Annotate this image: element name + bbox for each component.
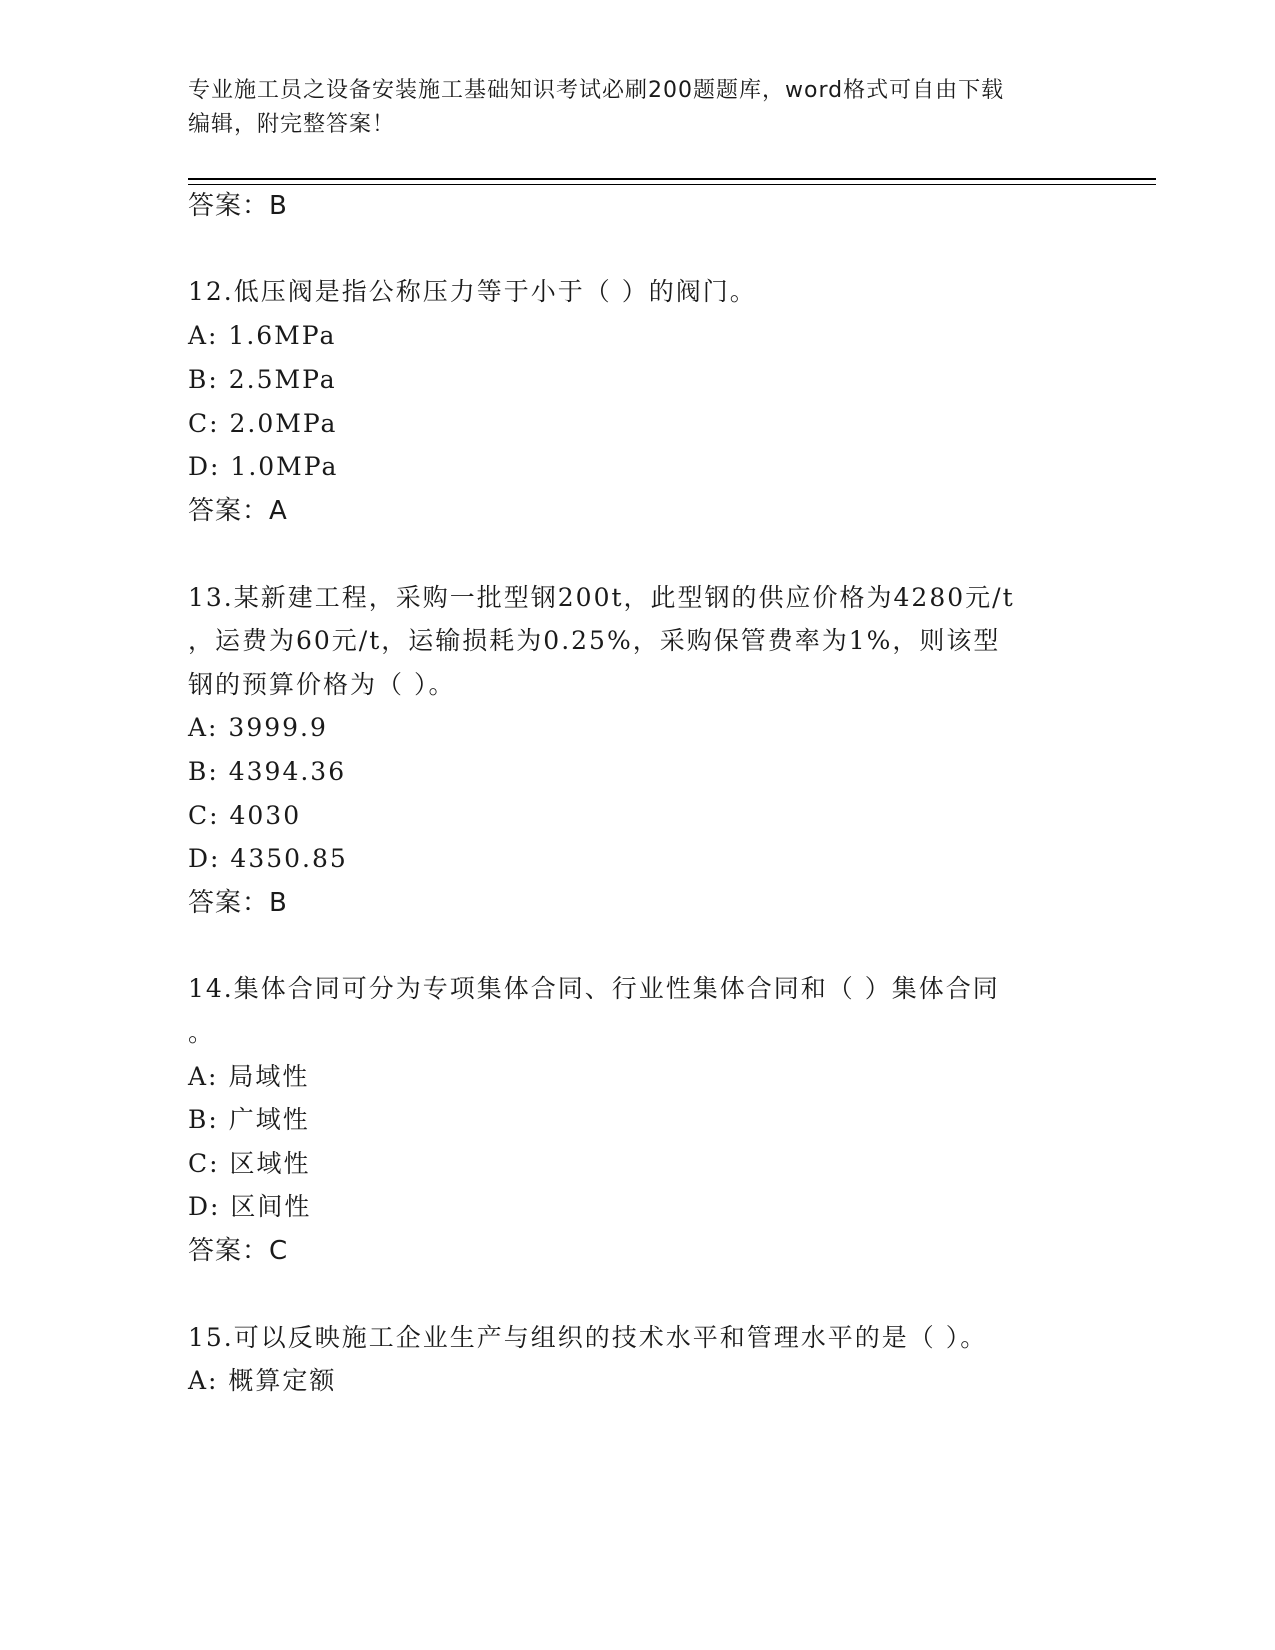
header-line-2: 编辑，附完整答案！: [188, 112, 396, 137]
option-a: A: 局域性: [188, 1062, 310, 1091]
option-c: C: 区域性: [188, 1149, 311, 1178]
question-text: ，运费为60元/t，运输损耗为0.25%，采购保管费率为1%，则该型: [188, 626, 1001, 655]
question-text: 15.可以反映施工企业生产与组织的技术水平和管理水平的是（ ）。: [188, 1323, 988, 1352]
option-a: A: 3999.9: [188, 713, 328, 742]
question-text: 13.某新建工程，采购一批型钢200t，此型钢的供应价格为4280元/t: [188, 583, 1015, 612]
header-rule-thin: [188, 184, 1156, 185]
document-header: [188, 74, 1068, 142]
option-c: C: 4030: [188, 801, 302, 830]
header-rule-thick: [188, 178, 1156, 180]
option-a: A: 1.6MPa: [188, 321, 337, 350]
answer: 答案：C: [188, 1236, 289, 1266]
option-d: D: 1.0MPa: [188, 452, 339, 481]
option-a: A: 概算定额: [188, 1366, 337, 1395]
option-b: B: 4394.36: [188, 757, 347, 786]
option-b: B: 2.5MPa: [188, 365, 337, 394]
answer: 答案：A: [188, 496, 288, 526]
option-c: C: 2.0MPa: [188, 409, 338, 438]
option-d: D: 区间性: [188, 1192, 312, 1221]
question-text: 。: [188, 1018, 216, 1047]
question-text: 钢的预算价格为（ ）。: [188, 670, 456, 699]
option-d: D: 4350.85: [188, 844, 348, 873]
answer: 答案：B: [188, 888, 288, 918]
option-b: B: 广域性: [188, 1105, 310, 1134]
question-text: 14.集体合同可分为专项集体合同、行业性集体合同和（ ）集体合同: [188, 974, 1000, 1003]
previous-answer: 答案：B: [188, 191, 288, 221]
question-text: 12.低压阀是指公称压力等于小于（ ）的阀门。: [188, 277, 757, 306]
header-line-1: 专业施工员之设备安装施工基础知识考试必刷200题题库，word格式可自由下载: [188, 78, 1005, 103]
